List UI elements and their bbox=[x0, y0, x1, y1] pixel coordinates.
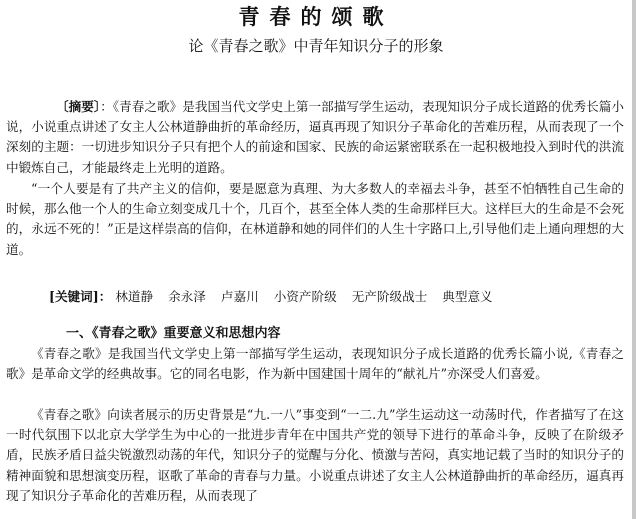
body-paragraph: 《青春之歌》是我国当代文学史上第一部描写学生运动，表现知识分子成长道路的优秀长篇小说,《青春之歌》是革命文学的经典故事。它的同名电影，作为新中国建国十周年的“献礼片”亦深受人们喜爱。 bbox=[6, 346, 624, 382]
section-heading: 一、《青春之歌》重要意义和思想内容 bbox=[66, 326, 281, 341]
keyword: 余永泽 bbox=[168, 289, 206, 304]
document-subtitle: 论《青春之歌》中青年知识分子的形象 bbox=[188, 37, 444, 55]
quote-paragraph: “一个人要是有了共产主义的信仰，要是愿意为真理、为大多数人的幸福去斗争，甚至不怕牺牲自己生命的时候，那么他一个人的生命立刻变成几十个，几百个，甚至全体人类的生命那样巨大。这样巨大的生命是不会死的，永远不死的！”正是这样崇高的信仰，在林道静和她的同伴们的人生十字路口上,引导他们走上通向理想的大道。 bbox=[6, 181, 624, 257]
keyword: 林道静 bbox=[115, 289, 154, 304]
abstract-paragraph bbox=[6, 97, 624, 178]
keyword: 典型意义 bbox=[442, 289, 493, 304]
keywords-line bbox=[49, 287, 504, 307]
body-paragraph: 《青春之歌》向读者展示的历史背景是“九.一八”事变到“一二.九”学生运动这一动荡时代，作者描写了在这一时代氛围下以北京大学学生为中心的一批进步青年在中国共产党的领导下进行的革命斗争，反映了在阶级矛盾，民族矛盾日益尖锐激烈动荡的年代，知识分子的觉醒与分化、愤激与苦闷，真实地记载了当时的知识分子的精神面貌和思想演变历程，讴歌了革命的青春与力量。小说重点讲述了女主人公林道静曲折的革命经历，逼真再现了知识分子革命化的苦难历程，从而表现了 bbox=[6, 407, 624, 503]
abstract-text: ：《青春之歌》是我国当代文学史上第一部描写学生运动，表现知识分子成长道路的优秀长篇小说，小说重点讲述了女主人公林道静曲折的革命经历，逼真再现了知识分子革命化的苦难历程，从而表现了一个深刻的主题：一切进步知识分子只有把个人的前途和国家、民族的命运紧密联系在一起积极地投入到时代的洪流中锻炼自己，才能最终走上光明的道路。 bbox=[6, 99, 625, 175]
window-edge-bar bbox=[632, 0, 636, 519]
keyword: 无产阶级战士 bbox=[351, 289, 428, 304]
abstract-label: 〔摘要〕 bbox=[56, 99, 101, 114]
keyword: 卢嘉川 bbox=[220, 289, 259, 304]
keyword: 小资产阶级 bbox=[273, 289, 337, 304]
document-title: 青春的颂歌 bbox=[238, 4, 394, 29]
keywords-label: [关键词]： bbox=[49, 289, 112, 304]
